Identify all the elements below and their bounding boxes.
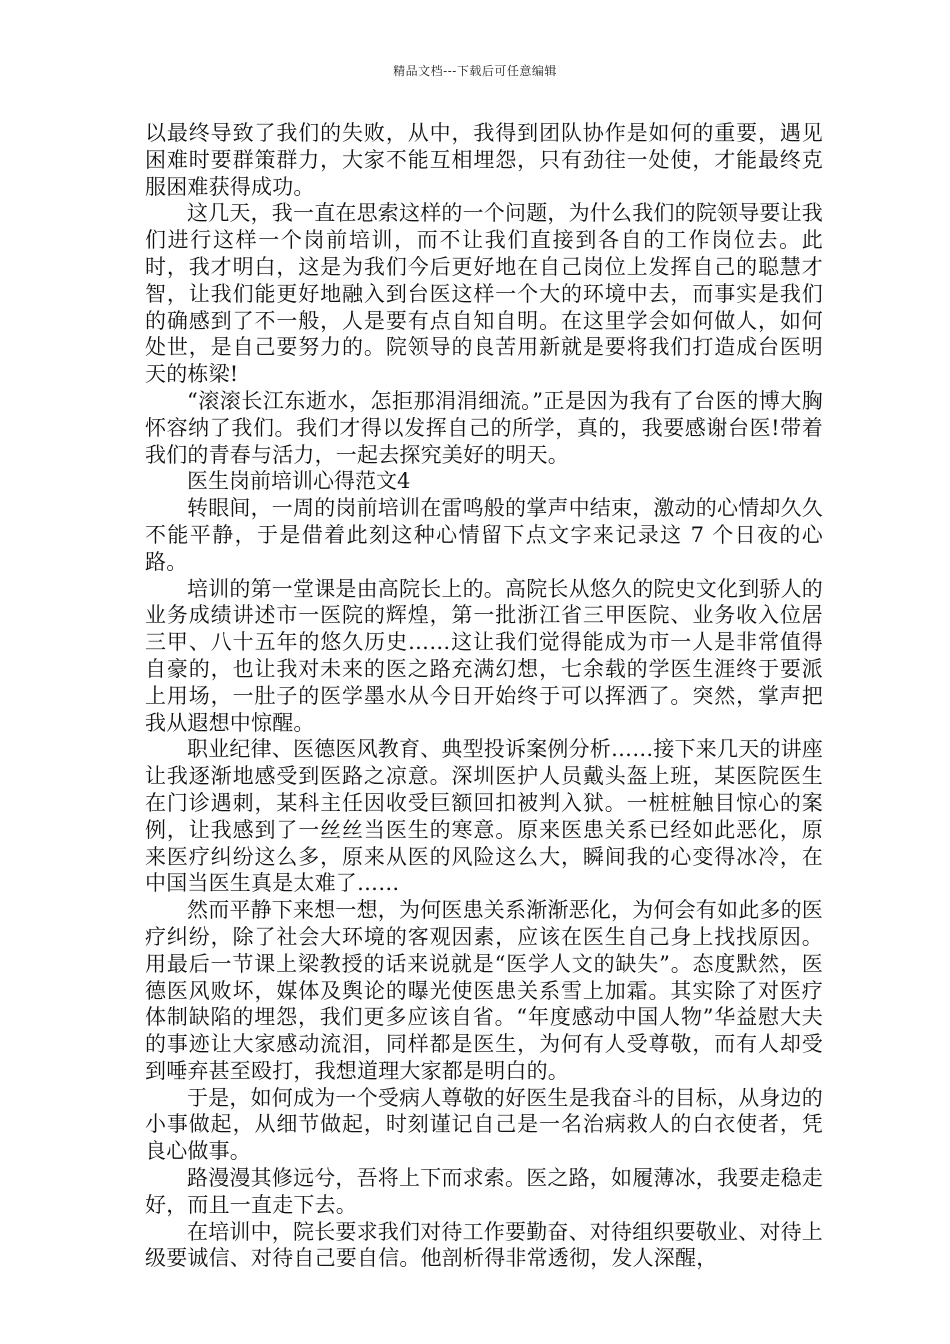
paragraph-4: 转眼间，一周的岗前培训在雷鸣般的掌声中结束，激动的心情却久久不能平静，于是借着此刻这种心情留下点文字来记录这 7 个日夜的心路。 — [145, 496, 823, 574]
paragraph-2: 这几天，我一直在思索这样的一个问题，为什么我们的院领导要让我们进行这样一个岗前培训，而不让我们直接到各自的工作岗位去。此时，我才明白，这是为我们今后更好地在自己岗位上发挥自己的聪慧才智，让我们能更好地融入到台医这样一个大的环境中去，而事实是我们的确感到了不一般，人是要有点自知自明。在这里学会如何做人，如何处世，是自己要努力的。院领导的良苦用新就是要将我们打造成台医明天的栋梁! — [145, 201, 823, 387]
paragraph-9: 路漫漫其修远兮，吾将上下而求索。医之路，如履薄冰，我要走稳走好，而且一直走下去。 — [145, 1166, 823, 1217]
paragraph-6: 职业纪律、医德医风教育、典型投诉案例分析……接下来几天的讲座让我逐渐地感受到医路之凉意。深圳医护人员戴头盔上班，某医院医生在门诊遇刺，某科主任因收受巨额回扣被判入狱。一桩桩触目惊心的案例，让我感到了一丝丝当医生的寒意。原来医患关系已经如此恶化，原来医疗纠纷这么多，原来从医的风险这么大，瞬间我的心变得冰冷，在中国当医生真是太难了…… — [145, 737, 823, 896]
document-body — [145, 120, 823, 1272]
page-header: 精品文档---下载后可任意编辑 — [393, 64, 557, 78]
paragraph-5: 培训的第一堂课是由高院长上的。高院长从悠久的院史文化到骄人的业务成绩讲述市一医院的辉煌，第一批浙江省三甲医院、业务收入位居三甲、八十五年的悠久历史……这让我们觉得能成为市一人是非常值得自豪的，也让我对未来的医之路充满幻想，七余载的学医生涯终于要派上用场，一肚子的医学墨水从今日开始终于可以挥洒了。突然，掌声把我从遐想中惊醒。 — [145, 576, 823, 735]
paragraph-7: 然而平静下来想一想，为何医患关系渐渐恶化，为何会有如此多的医疗纠纷，除了社会大环境的客观因素，应该在医生自己身上找找原因。用最后一节课上梁教授的话来说就是“医学人文的缺失”。态度默然，医德医风败坏，媒体及舆论的曝光使医患关系雪上加霜。其实除了对医疗体制缺陷的埋怨，我们更多应该自省。“年度感动中国人物”华益慰大夫的事迹让大家感动流泪，同样都是医生，为何有人受尊敬，而有人却受到唾弃甚至殴打，我想道理大家都是明白的。 — [145, 898, 823, 1083]
paragraph-3: “滚滚长江东逝水，怎拒那涓涓细流。”正是因为我有了台医的博大胸怀容纳了我们。我们才得以发挥自己的所学，真的，我要感谢台医!带着我们的青春与活力，一起去探究美好的明天。 — [145, 388, 823, 467]
paragraph-1: 以最终导致了我们的失败，从中，我得到团队协作是如何的重要，遇见困难时要群策群力，大家不能互相埋怨，只有劲往一处使，才能最终克服困难获得成功。 — [145, 121, 823, 199]
section-heading: 医生岗前培训心得范文4 — [187, 469, 411, 494]
paragraph-8: 于是，如何成为一个受病人尊敬的好医生是我奋斗的目标，从身边的小事做起，从细节做起，时刻谨记自己是一名治病救人的白衣使者，凭良心做事。 — [145, 1085, 823, 1164]
paragraph-10: 在培训中，院长要求我们对待工作要勤奋、对待组织要敬业、对待上级要诚信、对待自己要自信。他剖析得非常透彻，发人深醒， — [145, 1219, 823, 1271]
